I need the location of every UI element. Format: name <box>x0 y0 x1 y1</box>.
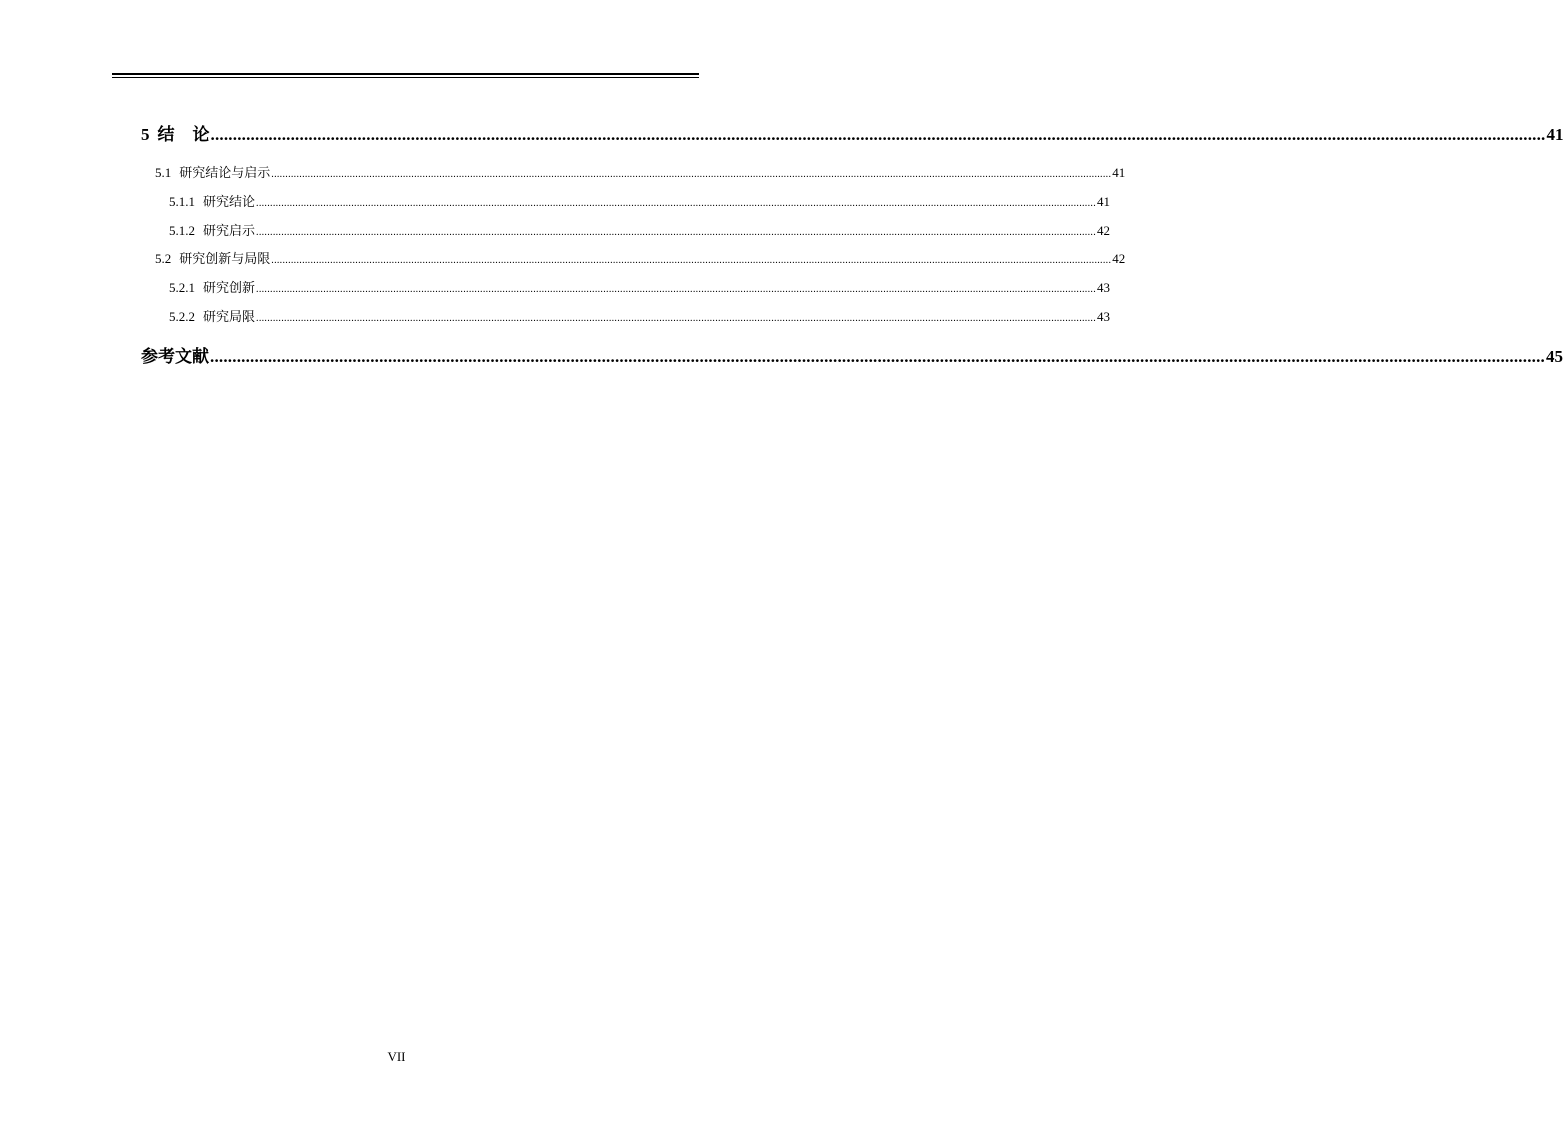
toc-title: 研究创新 <box>203 280 256 295</box>
toc-title-part-1: 结 <box>157 125 175 144</box>
toc-number: 5.2 <box>155 251 172 266</box>
toc-page-number: 43 <box>1097 309 1111 324</box>
toc-number: 5.2.2 <box>169 309 195 324</box>
toc-number: 5.1.1 <box>169 194 195 209</box>
toc-label <box>155 164 270 182</box>
toc-page-number: 42 <box>1112 251 1126 266</box>
dot-leader: ............................................................................................................................................................................................................................................................................................................ <box>271 255 1112 266</box>
toc-number: 5.1 <box>155 165 172 180</box>
header-rule-thin <box>112 77 699 78</box>
toc-entry-chapter-5[interactable] <box>141 124 1564 146</box>
toc-title: 研究结论 <box>203 194 256 209</box>
toc-page-number: 45 <box>1546 347 1563 366</box>
toc-entry-5-2-2[interactable] <box>169 308 1111 326</box>
footer-page-number: VII <box>387 1049 406 1064</box>
toc-entry-5-2[interactable] <box>155 250 1126 268</box>
toc-title: 研究启示 <box>203 223 256 238</box>
toc-entry-5-1[interactable] <box>155 164 1126 182</box>
dot-leader: ............................................................................................................................................................................................................................................................................................................ <box>256 198 1097 209</box>
toc-title: 研究创新与局限 <box>179 251 271 266</box>
toc-label <box>169 308 255 326</box>
toc-label <box>169 222 255 240</box>
toc-label <box>169 193 255 211</box>
toc-number: 5 <box>141 125 150 144</box>
toc-page-number: 41 <box>1546 125 1564 144</box>
dot-leader: ............................................................................................................................................................................................................................................................................................................ <box>256 313 1097 324</box>
toc-page-number: 41 <box>1112 165 1126 180</box>
toc-page-number: 43 <box>1097 280 1111 295</box>
toc-page-number: 42 <box>1097 223 1111 238</box>
toc-label <box>141 124 210 146</box>
header-rule-thick <box>112 73 699 75</box>
toc-entry-5-1-2[interactable] <box>169 222 1111 240</box>
toc-title: 研究结论与启示 <box>179 165 271 180</box>
toc-number: 5.2.1 <box>169 280 195 295</box>
toc-entry-5-2-1[interactable] <box>169 279 1111 297</box>
toc-title: 研究局限 <box>203 309 256 324</box>
toc-title-part-2: 论 <box>192 125 210 144</box>
toc-page-number: 41 <box>1097 194 1111 209</box>
dot-leader: ............................................................................................................................................................................................................................................................................................................ <box>271 169 1112 180</box>
toc-label <box>155 250 270 268</box>
toc-entry-references[interactable] <box>141 346 1563 368</box>
dot-leader: ............................................................................................................................................................................................................................................................................................................ <box>256 227 1097 238</box>
toc-label <box>169 279 255 297</box>
toc-number: 5.1.2 <box>169 223 195 238</box>
toc-entry-5-1-1[interactable] <box>169 193 1111 211</box>
dot-leader: ............................................................................................................................................................................................................................................................................................................ <box>210 347 1545 366</box>
dot-leader: ............................................................................................................................................................................................................................................................................................................ <box>256 284 1097 295</box>
dot-leader: ............................................................................................................................................................................................................................................................................................................ <box>210 125 1546 144</box>
toc-title: 参考文献 <box>141 347 209 366</box>
